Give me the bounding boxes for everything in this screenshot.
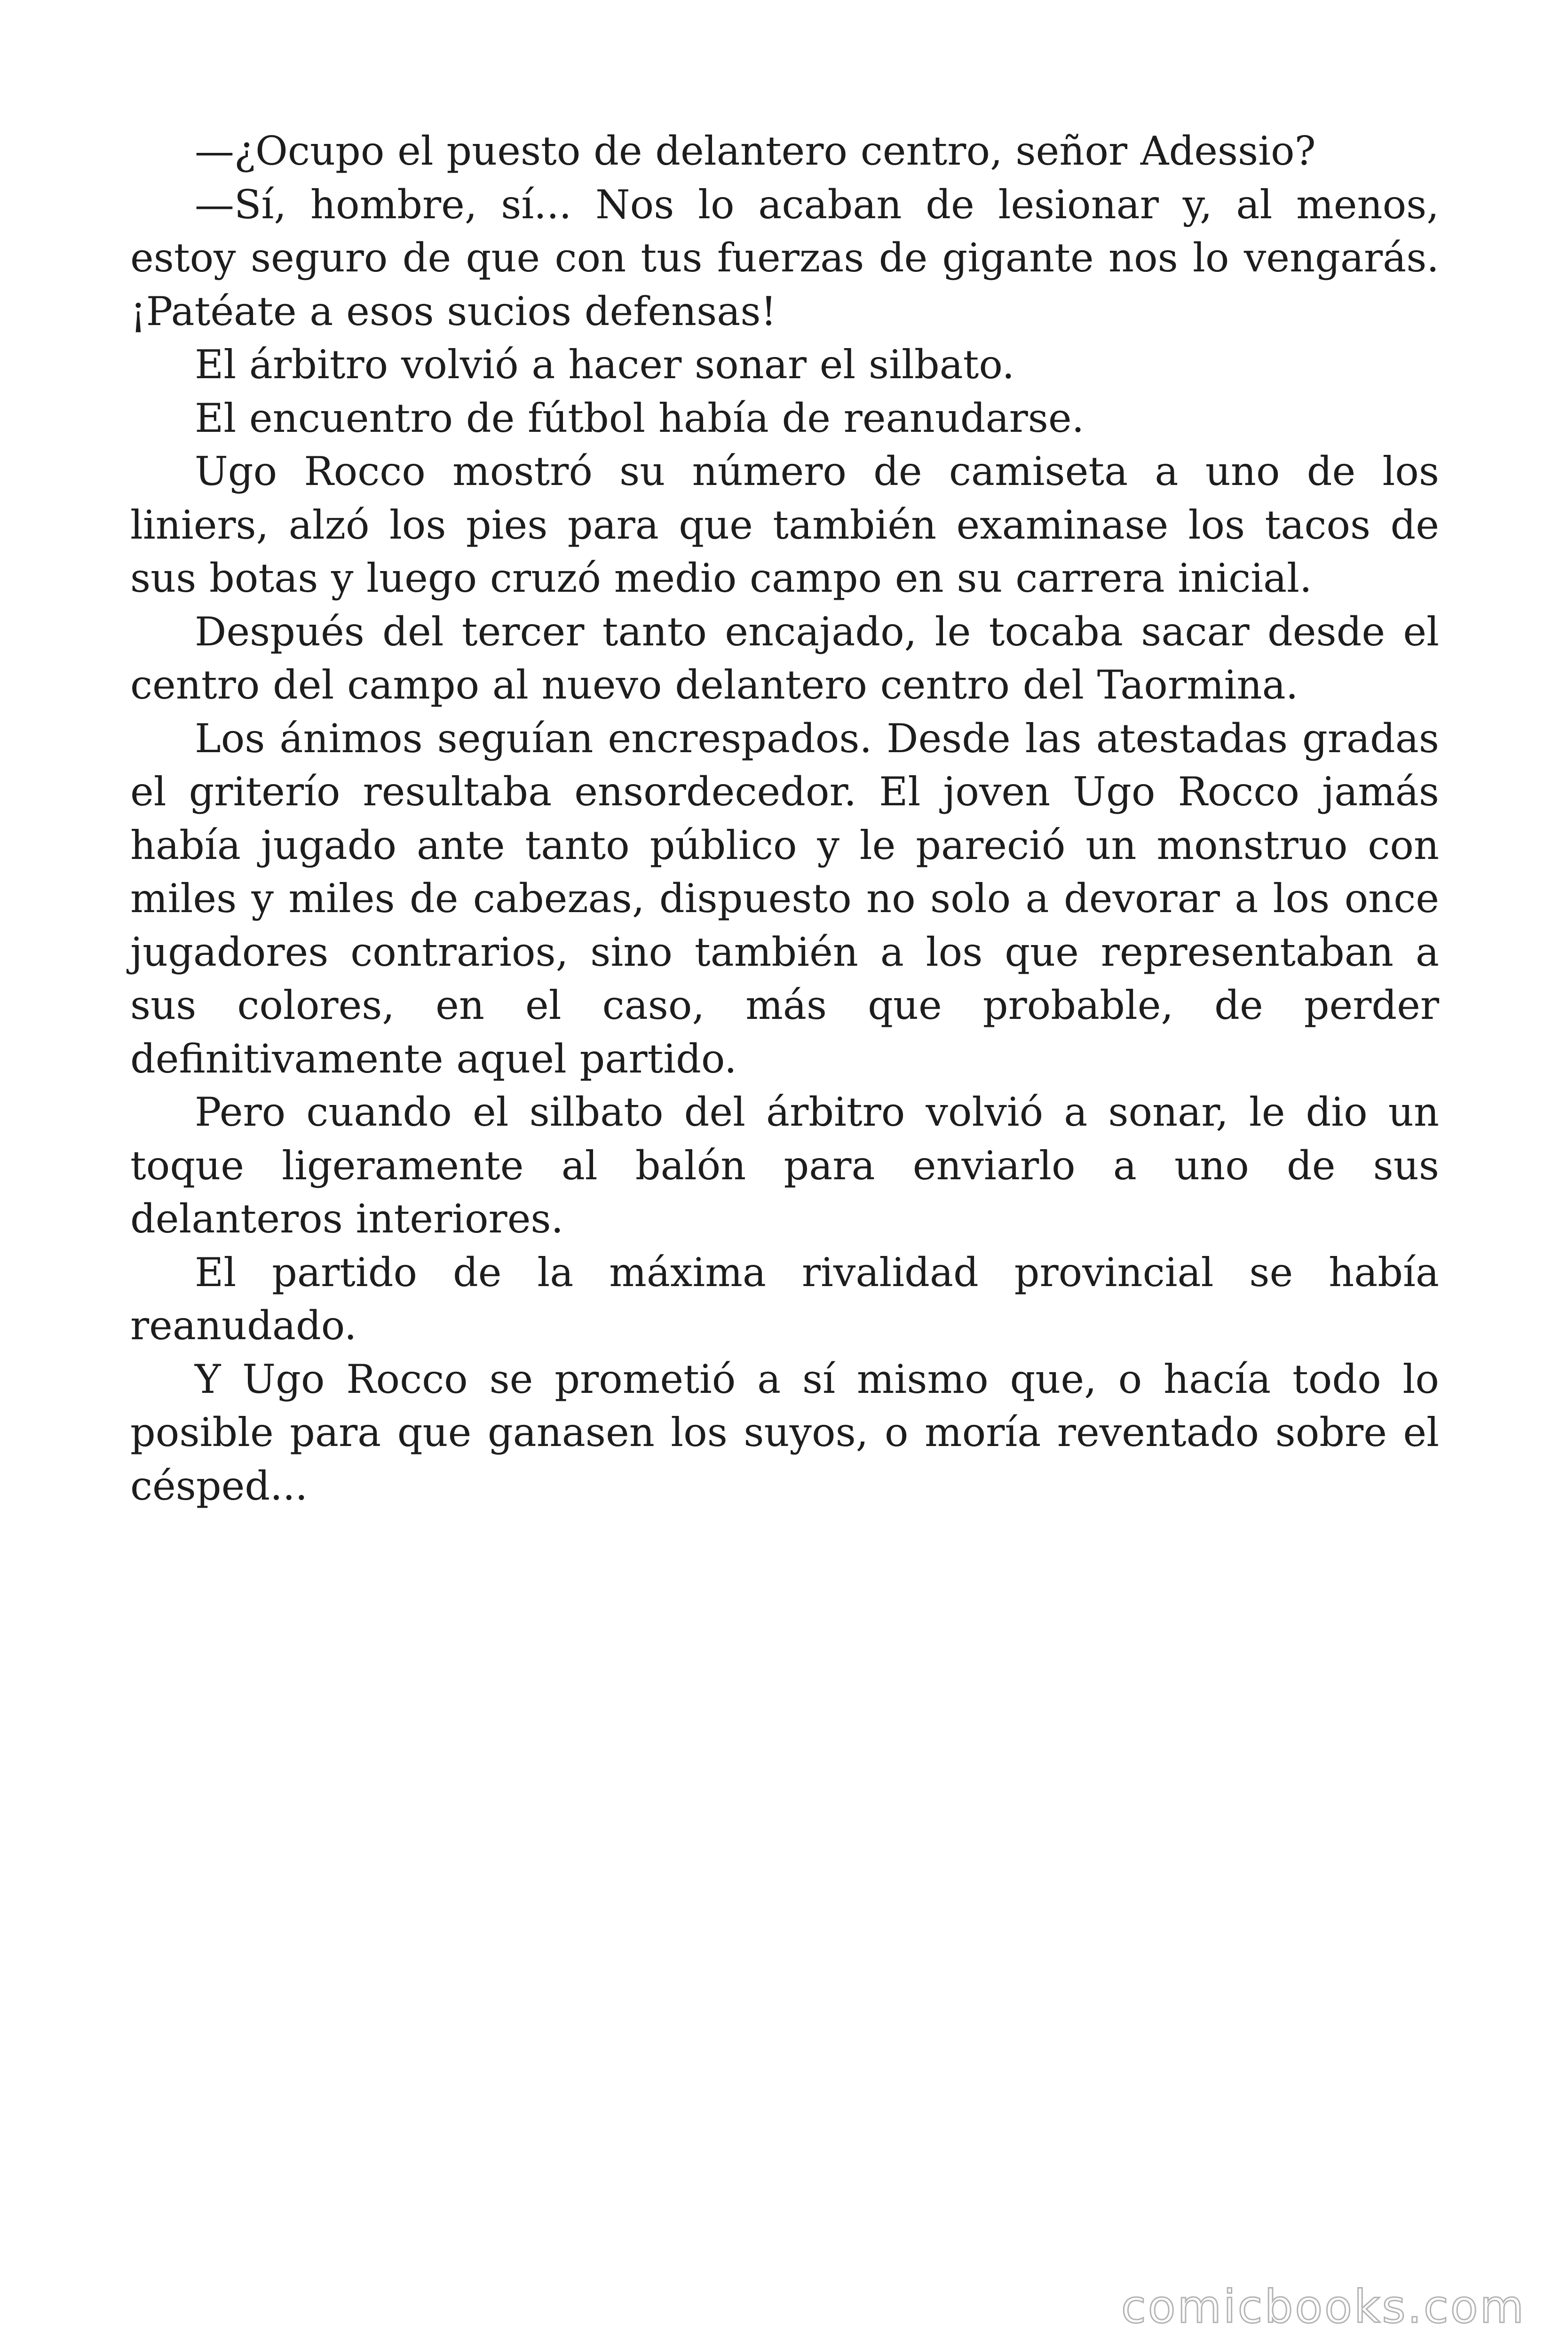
- paragraph: El partido de la máxima rivalidad provincial se había reanudado.: [130, 1249, 1439, 1349]
- paragraph: Después del tercer tanto encajado, le tocaba sacar desde el centro del campo al nuevo delantero centro del Taormina.: [130, 608, 1439, 708]
- paragraph: Los ánimos seguían encrespados. Desde las atestadas gradas el griterío resultaba ensordecedor. El joven Ugo Rocco jamás había jugado ante tanto público y le pareció un monstruo con miles y miles de cabezas, dispuesto no solo a devorar a los once jugadores contrarios, sino también a los que representaban a sus colores, en el caso, más que probable, de perder definitivamente aquel partido.: [130, 715, 1439, 1082]
- paragraph: El árbitro volvió a hacer sonar el silbato.: [195, 342, 1015, 388]
- paragraph: El encuentro de fútbol había de reanudarse.: [195, 395, 1085, 441]
- paragraph: Y Ugo Rocco se prometió a sí mismo que, o hacía todo lo posible para que ganasen los suyos, o moría reventado sobre el césped...: [130, 1356, 1439, 1509]
- paragraph: —¿Ocupo el puesto de delantero centro, señor Adessio?: [195, 128, 1316, 174]
- paragraph: Pero cuando el silbato del árbitro volvió a sonar, le dio un toque ligeramente al balón para enviarlo a uno de sus delanteros interiores.: [130, 1089, 1439, 1242]
- page-body: [130, 125, 1439, 1513]
- paragraph: —Sí, hombre, sí... Nos lo acaban de lesionar y, al menos, estoy seguro de que con tus fuerzas de gigante nos lo vengarás. ¡Patéate a esos sucios defensas!: [130, 181, 1439, 334]
- paragraph: Ugo Rocco mostró su número de camiseta a uno de los liniers, alzó los pies para que también examinase los tacos de sus botas y luego cruzó medio campo en su carrera inicial.: [130, 448, 1439, 601]
- watermark: comicbooks.com: [1121, 2280, 1526, 2333]
